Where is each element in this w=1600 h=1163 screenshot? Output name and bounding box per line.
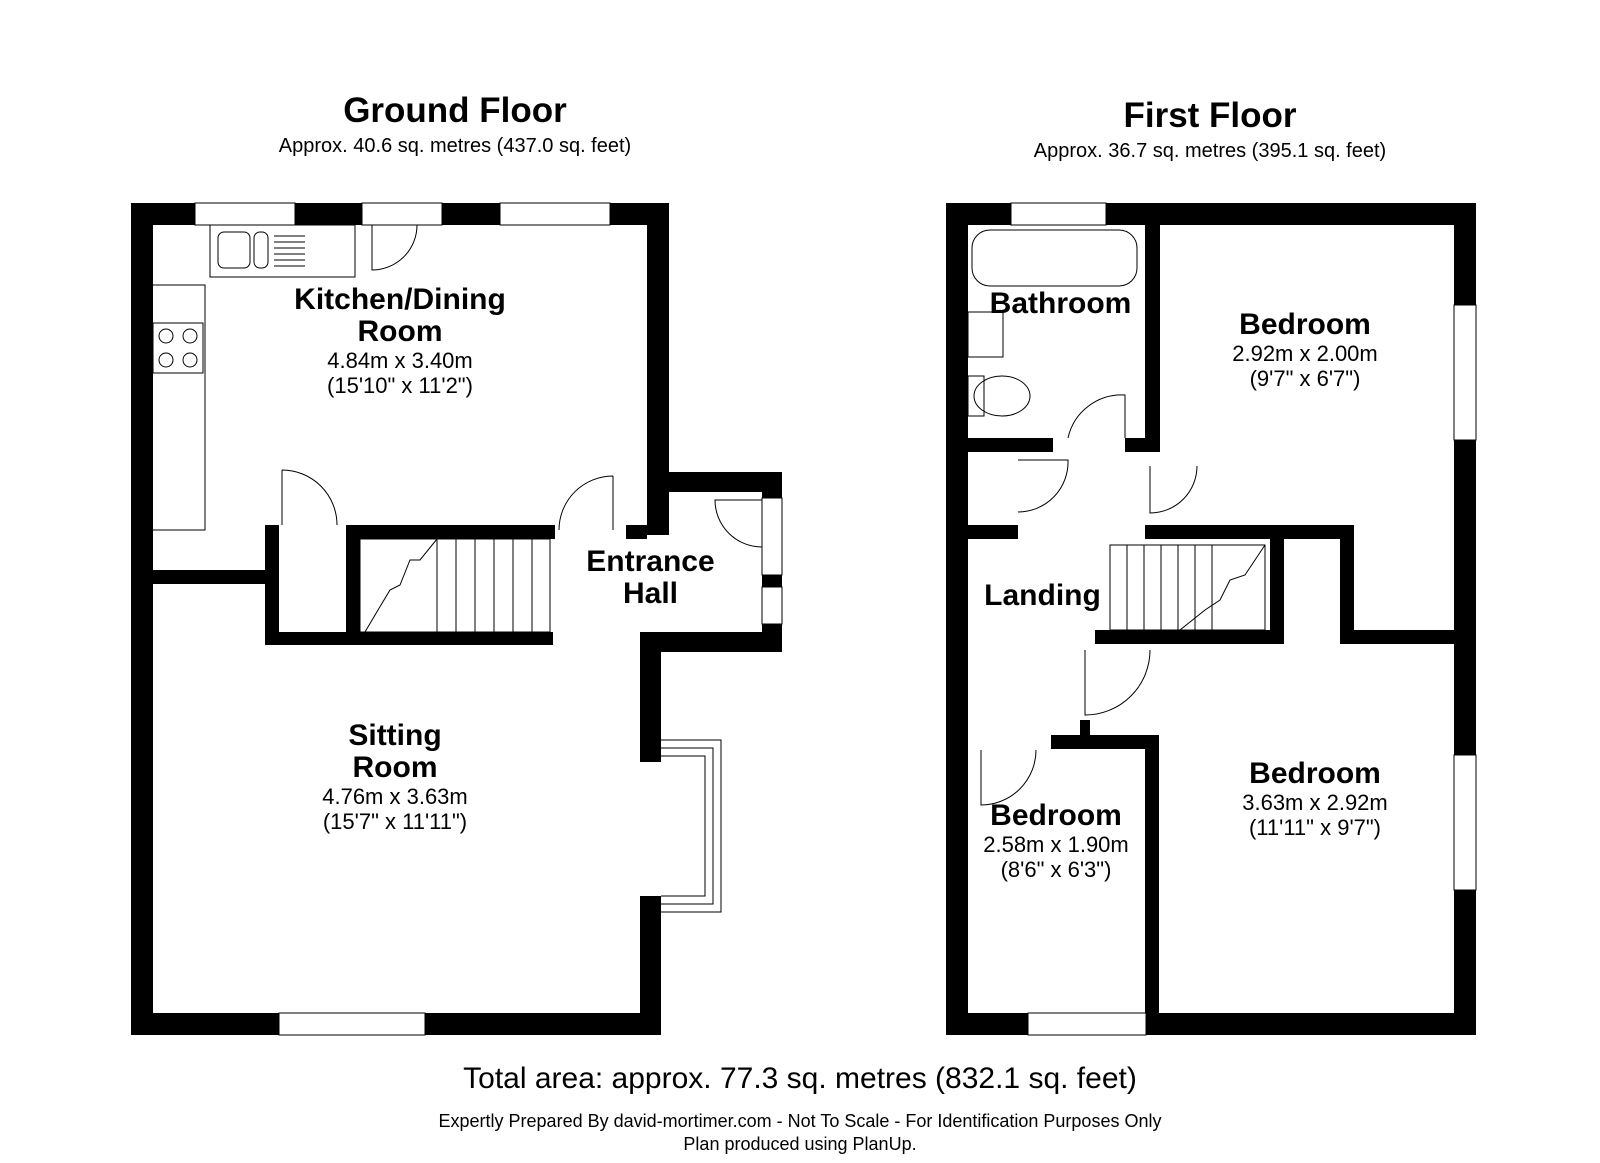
room-name: Bathroom: [989, 287, 1132, 320]
gf-sink-bowl: [218, 232, 250, 268]
ff-cupboard-bottom: [968, 525, 1018, 539]
ff-wall-bottom: [946, 1013, 1476, 1035]
room-entrance-hall: [573, 546, 728, 610]
ff-door-bathroom: [1068, 395, 1125, 438]
gf-window-hall-door: [762, 498, 782, 575]
gf-sink-bowl-2: [254, 232, 268, 268]
gf-door-kitchen-back: [372, 225, 417, 270]
first-floor-title: First Floor: [1123, 96, 1297, 135]
room-name: Entrance Hall: [586, 545, 715, 610]
room-dim-metric: 2.92m x 2.00m: [1232, 341, 1378, 366]
ff-bath-right: [1145, 225, 1160, 450]
room-dim-metric: 4.84m x 3.40m: [327, 348, 473, 373]
gf-door-cupboard: [282, 470, 337, 525]
ff-bath-bottom-stub: [1125, 438, 1160, 452]
credit-line-2: Plan produced using PlanUp.: [683, 1134, 917, 1154]
room-name: Kitchen/Dining Room: [294, 283, 506, 348]
total-area: Total area: approx. 77.3 sq. metres (832.1 sq. feet): [463, 1062, 1137, 1095]
ff-window-bedroom-3: [1028, 1013, 1146, 1035]
ff-door-bedroom-2: [1085, 650, 1150, 715]
gf-cupboard-left: [265, 525, 279, 645]
ff-bed3-top: [1051, 735, 1159, 749]
ff-stair-right: [1270, 539, 1284, 644]
room-sitting: [295, 720, 495, 834]
room-dim-imperial: (15'10" x 11'2"): [327, 373, 473, 398]
first-floor-area: Approx. 36.7 sq. metres (395.1 sq. feet): [1033, 140, 1387, 162]
ff-landing-stub: [1080, 720, 1090, 735]
room-dim-imperial: (8'6" x 6'3"): [1000, 857, 1112, 882]
ff-door-bedroom-1: [1150, 466, 1197, 513]
ff-landing-stair-top: [1145, 525, 1350, 539]
gf-hall-top: [647, 472, 782, 492]
ff-stair-bottom: [1095, 630, 1284, 644]
ground-floor-area: Approx. 40.6 sq. metres (437.0 sq. feet): [278, 135, 632, 157]
gf-hall-wall-stub: [626, 525, 647, 539]
room-bedroom-2: [1210, 758, 1420, 840]
gf-wall-kitchen-sitting: [153, 570, 268, 584]
room-dim-metric: 2.58m x 1.90m: [983, 832, 1129, 857]
ff-bed3-right: [1145, 735, 1159, 1015]
gf-kitchen-counter: [153, 285, 205, 530]
ff-bed1-bottom-2: [1340, 630, 1455, 644]
room-kitchen-dining: [260, 284, 540, 398]
room-dim-metric: 4.76m x 3.63m: [322, 784, 468, 809]
gf-window-kitchen-2: [362, 203, 442, 225]
room-name: Bedroom: [990, 799, 1122, 832]
ff-stairs: [1110, 545, 1265, 630]
ff-wall-left: [946, 203, 968, 1035]
room-name: Bedroom: [1239, 308, 1371, 341]
room-bedroom-1: [1205, 309, 1405, 391]
gf-cupboard-bottom: [265, 632, 553, 645]
gf-window-sitting-bottom: [279, 1013, 425, 1035]
gf-window-kitchen-1: [195, 203, 295, 225]
room-dim-imperial: (11'11" x 9'7"): [1248, 815, 1382, 840]
room-name: Sitting Room: [348, 719, 442, 784]
ff-window-bedroom-2: [1454, 755, 1476, 890]
room-dim-metric: 3.63m x 2.92m: [1242, 790, 1388, 815]
gf-stair-left: [346, 525, 360, 645]
gf-window-hall-side: [762, 587, 782, 624]
gf-drainer: [274, 236, 305, 266]
room-dim-imperial: (15'7" x 11'11"): [322, 809, 468, 834]
gf-kitchen-sink-unit: [210, 225, 355, 277]
gf-hall-bottom: [640, 632, 782, 652]
gf-bay-gap: [640, 762, 661, 896]
ff-bed1-bottom: [1340, 525, 1354, 640]
gf-stairs: [360, 539, 550, 632]
room-name: Bedroom: [1249, 757, 1381, 790]
gf-door-front: [715, 500, 762, 547]
gf-window-kitchen-3: [500, 203, 610, 225]
ff-window-bathroom: [1011, 203, 1106, 225]
room-landing: [975, 580, 1110, 612]
room-bathroom: [978, 288, 1143, 320]
ff-bath-toilet: [974, 376, 1030, 416]
room-bedroom-3: [966, 800, 1146, 882]
gf-stair-top: [360, 525, 555, 539]
room-dim-imperial: (9'7" x 6'7"): [1249, 366, 1361, 391]
room-name: Landing: [984, 579, 1101, 612]
ff-door-cupboard: [1018, 460, 1068, 512]
ff-bath-tub: [972, 230, 1137, 286]
gf-hob-icon: [153, 323, 203, 373]
credit-line-1: Expertly Prepared By david-mortimer.com - Not To Scale - For Identification Purposes Only: [438, 1111, 1162, 1131]
ground-floor-title: Ground Floor: [343, 91, 567, 130]
gf-door-kitchen-hall: [559, 476, 613, 530]
ff-door-bedroom-3: [981, 750, 1036, 805]
ff-window-bedroom-1: [1454, 305, 1476, 440]
gf-bay-window: [661, 740, 721, 912]
gf-wall-left: [131, 203, 153, 1035]
ff-bath-bottom: [968, 438, 1053, 452]
